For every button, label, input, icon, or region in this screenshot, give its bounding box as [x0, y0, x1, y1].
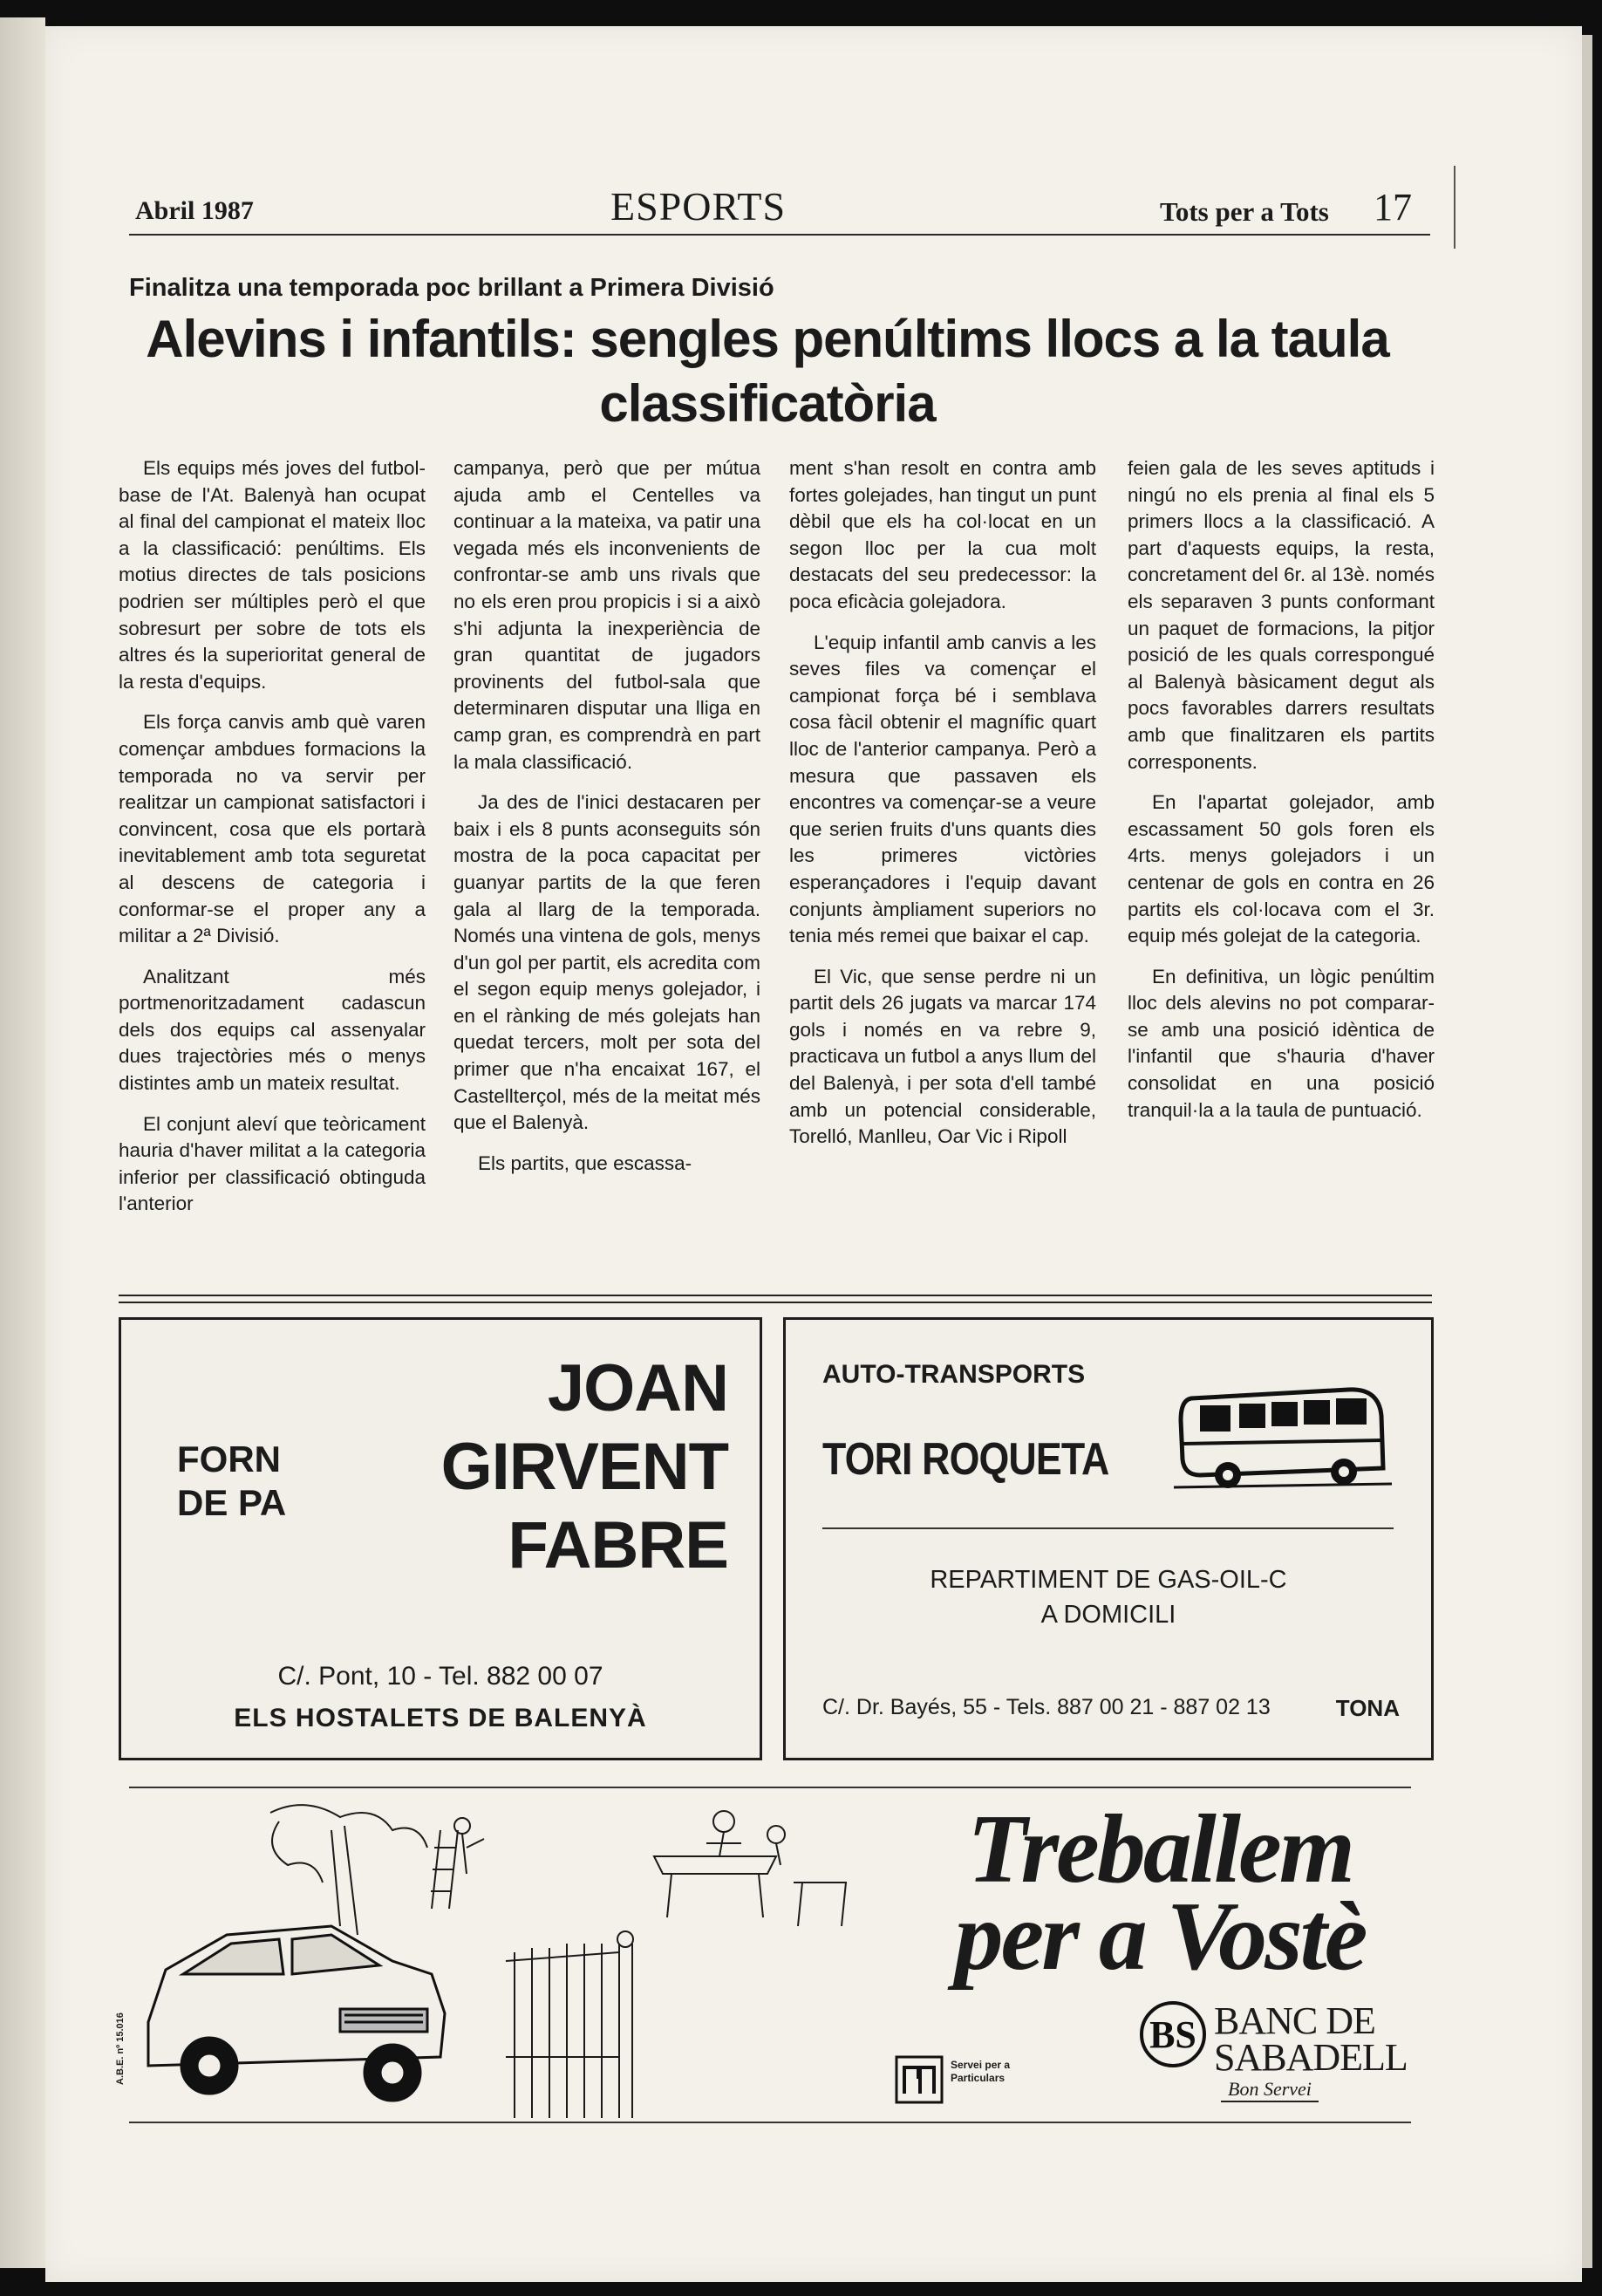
- service-logo-icon: [894, 2054, 944, 2105]
- issue-date: Abril 1987: [135, 196, 254, 225]
- bakery-owner-name: [441, 1350, 728, 1585]
- banc-sabadell-logo-icon: [1138, 1999, 1208, 2069]
- header-vertical-rule: [1454, 166, 1455, 249]
- bank-slogan: [890, 1795, 1430, 1991]
- service-label-line: Servei per a: [951, 2059, 1011, 2071]
- bank-tagline: Bon Servei: [1221, 2078, 1319, 2102]
- owner-name-line: FABRE: [508, 1508, 728, 1582]
- owner-name-line: JOAN: [547, 1351, 728, 1425]
- paragraph: En l'apartat golejador, amb escassament 50 gols foren els 4rts. menys golejadors i un centenar de gols en contra en 26 partits els col·locava com el 3r. equip més golejat de la categoria.: [1128, 791, 1435, 947]
- paragraph: Els partits, que escassa-: [478, 1151, 692, 1174]
- paragraph: El Vic, que sense perdre ni un partit dels 26 jugats va marcar 174 gols i només en va rebre 9, practicava un futbol a anys llum del del Balenyà, i per sota d'ell també amb un potencial considerable, Torelló, Manlleu, Oar Vic i Ripoll: [789, 965, 1096, 1148]
- bakery-address: C/. Pont, 10 - Tel. 882 00 07: [277, 1662, 603, 1691]
- svg-text:BS: BS: [1149, 2013, 1196, 2056]
- bank-name-line: BANC DE: [1214, 1999, 1375, 2042]
- paragraph: El conjunt aleví que teòricament hauria d'haver militat a la categoria inferior per classificació obtinguda l'anterior: [119, 1112, 426, 1215]
- transport-town: TONA: [1335, 1695, 1400, 1721]
- transport-ad: [783, 1317, 1434, 1760]
- bakery-label-line: DE PA: [177, 1482, 287, 1523]
- bank-name-line: SABADELL: [1214, 2036, 1408, 2079]
- car-garden-illustration: [131, 1795, 881, 2127]
- bank-name: [1214, 1999, 1408, 2079]
- magazine-name: Tots per a Tots: [1160, 196, 1329, 227]
- transport-tag: AUTO-TRANSPORTS: [822, 1360, 1086, 1389]
- bakery-label: [177, 1438, 286, 1525]
- paragraph: campanya, però que per mútua ajuda amb el Centelles va continuar a la mateixa, va patir una vegada més els inconvenients de confrontar-se amb uns rivals que no els eren prou propicis i si a això s'hi adjunta la inexperiència de gran quantitat de jugadors provinents del futbol-sala que determinaren disputar una lliga en camp gran, es comprendrà en part la mala classificació.: [453, 457, 760, 773]
- article-column-4: [1128, 455, 1435, 1284]
- transport-address: C/. Dr. Bayés, 55 - Tels. 887 00 21 - 887 02 13: [822, 1695, 1271, 1719]
- paragraph: En definitiva, un lògic penúltim lloc dels alevins no pot comparar-se amb una posició idèntica de l'infantil que s'hauria d'haver consolidat en una posició tranquil·la a la taula de puntuació.: [1128, 965, 1435, 1121]
- paragraph: Els equips més joves del futbol-base de l'At. Balenyà han ocupat al final del campionat el mateix lloc a la classificació: penúltims. Els motius directes de tals posicions podrien ser múltiples però el que sobresurt per sobre de tots els altres és la superioritat general de la resta d'equips.: [119, 457, 426, 693]
- transport-company-name: TORI ROQUETA: [822, 1434, 1109, 1485]
- page-gutter: [0, 17, 45, 2268]
- bakery-ad: [119, 1317, 762, 1760]
- transport-rule: [822, 1527, 1394, 1529]
- article-column-3: [789, 455, 1096, 1284]
- transport-service: [786, 1562, 1431, 1632]
- paragraph: Els força canvis amb què varen començar ambdues formacions la temporada no va servir per realitzar un campionat satisfactori i convincent, cosa que els portarà inevitablement amb tota seguretat al descens de categoria i conformar-se el proper any a militar a 2ª Divisió.: [119, 711, 426, 947]
- article-column-2: [453, 455, 760, 1284]
- separator-rule: [119, 1295, 1432, 1296]
- header-rule: [129, 234, 1430, 236]
- bakery-town: ELS HOSTALETS DE BALENYÀ: [234, 1704, 647, 1732]
- bank-ad-rule: [129, 1787, 1411, 1788]
- owner-name-line: GIRVENT: [440, 1430, 728, 1504]
- page-edge: [1582, 35, 1592, 2268]
- paragraph: ment s'han resolt en contra amb fortes golejades, han tingut un punt dèbil que els ha col·locat en un segon lloc per la cua molt destacats del seu predecessor: la poca eficàcia golejadora.: [789, 457, 1096, 612]
- slogan-line: Treballem: [967, 1795, 1353, 1903]
- article-headline: Alevins i infantils: sengles penúltims llocs a la taula classificatòria: [146, 310, 1389, 433]
- service-line: A DOMICILI: [1040, 1601, 1176, 1629]
- ad-code: A.B.E. nº 15.016: [115, 2012, 126, 2085]
- article-column-1: [119, 455, 426, 1284]
- bakery-label-line: FORN: [177, 1438, 281, 1479]
- article-kicker: Finalitza una temporada poc brillant a Primera Divisió: [129, 274, 774, 302]
- page-number: 17: [1374, 186, 1412, 229]
- paragraph: Ja des de l'inici destacaren per baix i els 8 punts aconseguits són mostra de la poca capacitat per guanyar partits de la que feren gala al llarg de la temporada. Només una vintena de gols, menys d'un gol per partit, els acredita com el segon equip menys golejador, i en el rànking de més golejats han quedat tercers, molt per sota del primer que n'ha encaixat 167, el Castellterçol, més de la meitat més que el Balenyà.: [453, 791, 760, 1134]
- slogan-line: per a Vostè: [954, 1883, 1366, 1991]
- service-line: REPARTIMENT DE GAS-OIL-C: [930, 1566, 1287, 1594]
- bus-icon: [1174, 1372, 1392, 1494]
- paragraph: feien gala de les seves aptituds i ningú no els prenia al final els 5 primers llocs a la classificació. A part d'aquests equips, la resta, concretament del 6r. al 13è. només els separaven 3 punts conformant un paquet de formacions, la pitjor posició de les quals correspongué al Balenyà bàsicament degut als pocs favorables darrers resultats amb que finalitzaren els partits corresponents.: [1128, 457, 1435, 773]
- section-title: ESPORTS: [610, 184, 787, 229]
- paragraph: Analitzant més portmenoritzadament cadascun dels dos equips cal assenyalar dues trajectòries més o menys distintes amb un mateix resultat.: [119, 965, 426, 1095]
- service-label-line: Particulars: [951, 2072, 1006, 2084]
- service-label: [951, 2059, 1010, 2085]
- separator-rule: [119, 1302, 1432, 1303]
- paragraph: L'equip infantil amb canvis a les seves files va començar el campionat força bé i semblava cosa fàcil obtenir el magnífic quart lloc de l'anterior campanya. Però a mesura que passaven els encontres va començar-se a veure que serien fruits d'uns quants dies les primeres victòries esperançadores i l'equip davant conjunts àmpliament superiors no tenia més remei que baixar el cap.: [789, 631, 1096, 947]
